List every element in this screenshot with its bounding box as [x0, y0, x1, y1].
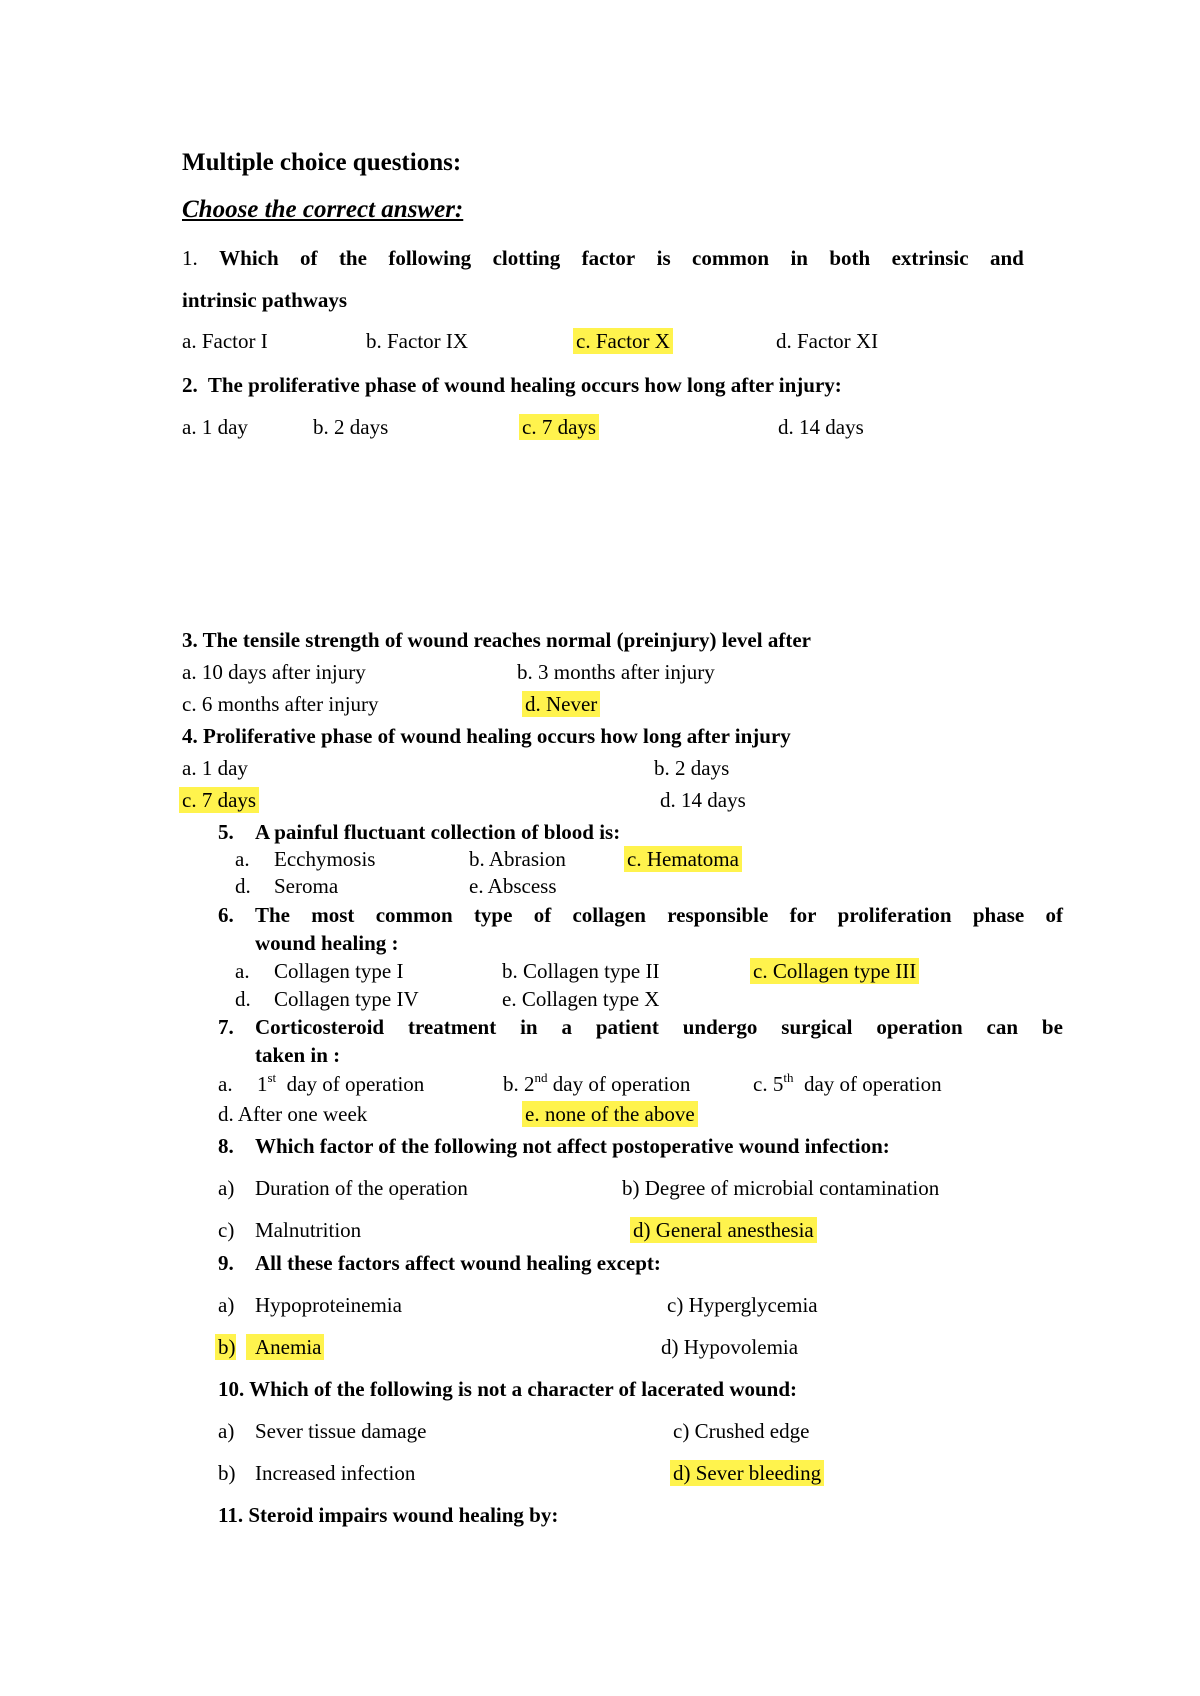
question-6-stem-line1: [255, 902, 1063, 928]
question-3-option-b: b. 3 months after injury: [517, 660, 715, 684]
question-1-option-d: d. Factor XI: [776, 329, 879, 353]
stem-word: undergo: [682, 1015, 758, 1039]
stem-word: be: [1041, 1015, 1063, 1039]
question-8-option-c: Malnutrition: [255, 1218, 362, 1242]
stem-word: in: [790, 246, 808, 270]
question-text: Which of the following is not a character of lacerated wound:: [249, 1377, 798, 1401]
question-10-option-a-letter: a): [218, 1419, 235, 1443]
question-5-option-c-correct: c. Hematoma: [624, 846, 742, 872]
option-text: day of operation: [552, 1072, 691, 1096]
question-text: The proliferative phase of wound healing occurs how long after injury:: [207, 373, 842, 397]
question-2-option-a: a. 1 day: [182, 415, 248, 439]
question-number: 2.: [182, 373, 198, 397]
stem-word: for: [789, 903, 817, 927]
question-6-option-c-correct: c. Collagen type III: [750, 958, 919, 984]
stem-word: Which: [219, 246, 279, 270]
stem-word: of: [300, 246, 318, 270]
question-9-option-c: c) Hyperglycemia: [667, 1293, 818, 1317]
question-6-option-a: Collagen type I: [274, 959, 404, 983]
stem-word: the: [338, 246, 367, 270]
question-9-number: 9.: [218, 1251, 234, 1275]
question-text: The tensile strength of wound reaches normal (preinjury) level after: [202, 628, 811, 652]
stem-word: collagen: [572, 903, 646, 927]
stem-word: type: [473, 903, 513, 927]
question-6-stem-line2: wound healing :: [255, 931, 399, 955]
stem-word: treatment: [407, 1015, 497, 1039]
question-number: 10.: [218, 1377, 245, 1401]
stem-word: of: [533, 903, 552, 927]
stem-word: a: [561, 1015, 572, 1039]
question-3-option-a: a. 10 days after injury: [182, 660, 366, 684]
question-9-option-b-letter-correct: b): [215, 1334, 236, 1360]
question-5-option-d-letter: d.: [235, 874, 251, 898]
question-7-option-c: [753, 1071, 942, 1097]
stem-word: proliferation: [837, 903, 952, 927]
question-3-stem: [182, 627, 811, 653]
question-5-option-b: b. Abrasion: [469, 847, 566, 871]
question-number: 3.: [182, 628, 198, 652]
question-2-option-b: b. 2 days: [313, 415, 389, 439]
question-10-option-c: c) Crushed edge: [673, 1419, 810, 1443]
question-7-number: 7.: [218, 1015, 234, 1039]
question-7-option-d: d. After one week: [218, 1102, 368, 1126]
ordinal-suffix: nd: [534, 1070, 548, 1085]
ordinal-suffix: th: [783, 1070, 794, 1085]
option-text: day of operation: [803, 1072, 942, 1096]
option-text: day of operation: [286, 1072, 425, 1096]
stem-word: following: [388, 246, 472, 270]
stem-word: operation: [876, 1015, 963, 1039]
question-3-option-d-correct: d. Never: [522, 691, 600, 717]
question-number: 11.: [218, 1503, 244, 1527]
question-8-option-a-letter: a): [218, 1176, 235, 1200]
question-6-option-d-letter: d.: [235, 987, 251, 1011]
option-text: 1: [257, 1072, 268, 1096]
question-number: 4.: [182, 724, 198, 748]
question-7-stem-line2: taken in :: [255, 1043, 341, 1067]
question-5-number: 5.: [218, 820, 234, 844]
stem-word: common: [375, 903, 453, 927]
question-8-option-a: Duration of the operation: [255, 1176, 468, 1200]
stem-word: and: [989, 246, 1024, 270]
question-9-option-a: Hypoproteinemia: [255, 1293, 402, 1317]
stem-word: responsible: [667, 903, 769, 927]
question-8-option-c-letter: c): [218, 1218, 235, 1242]
stem-word: is: [656, 246, 671, 270]
question-6-option-d: Collagen type IV: [274, 987, 419, 1011]
question-9-stem: All these factors affect wound healing except:: [255, 1251, 661, 1275]
page-title: Multiple choice questions:: [182, 149, 462, 176]
stem-word: common: [692, 246, 770, 270]
question-4-option-a: a. 1 day: [182, 756, 248, 780]
stem-word: Corticosteroid: [255, 1015, 385, 1039]
question-1-stem-line1: [182, 245, 1024, 271]
question-6-option-a-letter: a.: [235, 959, 250, 983]
question-4-option-b: b. 2 days: [654, 756, 730, 780]
stem-word: surgical: [781, 1015, 853, 1039]
question-7-option-a: [257, 1071, 424, 1097]
question-5-option-e: e. Abscess: [469, 874, 557, 898]
question-text: Steroid impairs wound healing by:: [248, 1503, 559, 1527]
question-8-number: 8.: [218, 1134, 234, 1158]
question-5-option-a: Ecchymosis: [274, 847, 376, 871]
question-9-option-a-letter: a): [218, 1293, 235, 1317]
question-1-option-b: b. Factor IX: [366, 329, 469, 353]
question-6-option-b: b. Collagen type II: [502, 959, 660, 983]
question-1-option-c-correct: c. Factor X: [573, 328, 673, 354]
question-3-option-c: c. 6 months after injury: [182, 692, 379, 716]
stem-word: factor: [581, 246, 636, 270]
question-7-option-a-letter: a.: [218, 1072, 233, 1096]
question-9-option-b-correct: Anemia: [246, 1334, 324, 1360]
question-5-option-d: Seroma: [274, 874, 339, 898]
question-10-option-b-letter: b): [218, 1461, 236, 1485]
question-number: 1.: [182, 246, 198, 270]
question-7-option-e-correct: e. none of the above: [522, 1101, 698, 1127]
question-5-option-a-letter: a.: [235, 847, 250, 871]
question-2-stem: [182, 372, 842, 398]
stem-word: most: [311, 903, 355, 927]
question-text: Proliferative phase of wound healing occurs how long after injury: [203, 724, 791, 748]
question-7-option-b: [503, 1071, 690, 1097]
question-1-stem-line2: intrinsic pathways: [182, 288, 348, 312]
option-text: c. 5: [753, 1072, 784, 1096]
question-10-option-b: Increased infection: [255, 1461, 416, 1485]
stem-word: of: [1045, 903, 1063, 927]
question-6-number: 6.: [218, 903, 234, 927]
question-2-option-c-correct: c. 7 days: [519, 414, 599, 440]
stem-word: phase: [972, 903, 1025, 927]
stem-word: clotting: [492, 246, 561, 270]
stem-word: extrinsic: [891, 246, 969, 270]
question-9-option-d: d) Hypovolemia: [661, 1335, 799, 1359]
question-8-stem: Which factor of the following not affect postoperative wound infection:: [255, 1134, 890, 1158]
stem-word: both: [829, 246, 871, 270]
ordinal-suffix: st: [267, 1070, 277, 1085]
question-5-stem: A painful fluctuant collection of blood is:: [255, 820, 621, 844]
question-6-option-e: e. Collagen type X: [502, 987, 660, 1011]
option-text: b. 2: [503, 1072, 535, 1096]
question-7-stem-line1: [255, 1014, 1063, 1040]
stem-word: can: [986, 1015, 1019, 1039]
stem-word: in: [520, 1015, 538, 1039]
question-8-option-b: b) Degree of microbial contamination: [622, 1176, 940, 1200]
question-10-stem: [218, 1376, 797, 1402]
stem-word: The: [255, 903, 291, 927]
question-11-stem: [218, 1502, 558, 1528]
question-2-option-d: d. 14 days: [778, 415, 864, 439]
question-4-option-c-correct: c. 7 days: [179, 787, 259, 813]
stem-word: patient: [595, 1015, 659, 1039]
question-4-stem: [182, 723, 791, 749]
question-10-option-a: Sever tissue damage: [255, 1419, 427, 1443]
question-4-option-d: d. 14 days: [660, 788, 746, 812]
question-1-option-a: a. Factor I: [182, 329, 268, 353]
question-10-option-d-correct: d) Sever bleeding: [670, 1460, 824, 1486]
instruction-heading: Choose the correct answer:: [182, 196, 464, 223]
question-8-option-d-correct: d) General anesthesia: [630, 1217, 817, 1243]
